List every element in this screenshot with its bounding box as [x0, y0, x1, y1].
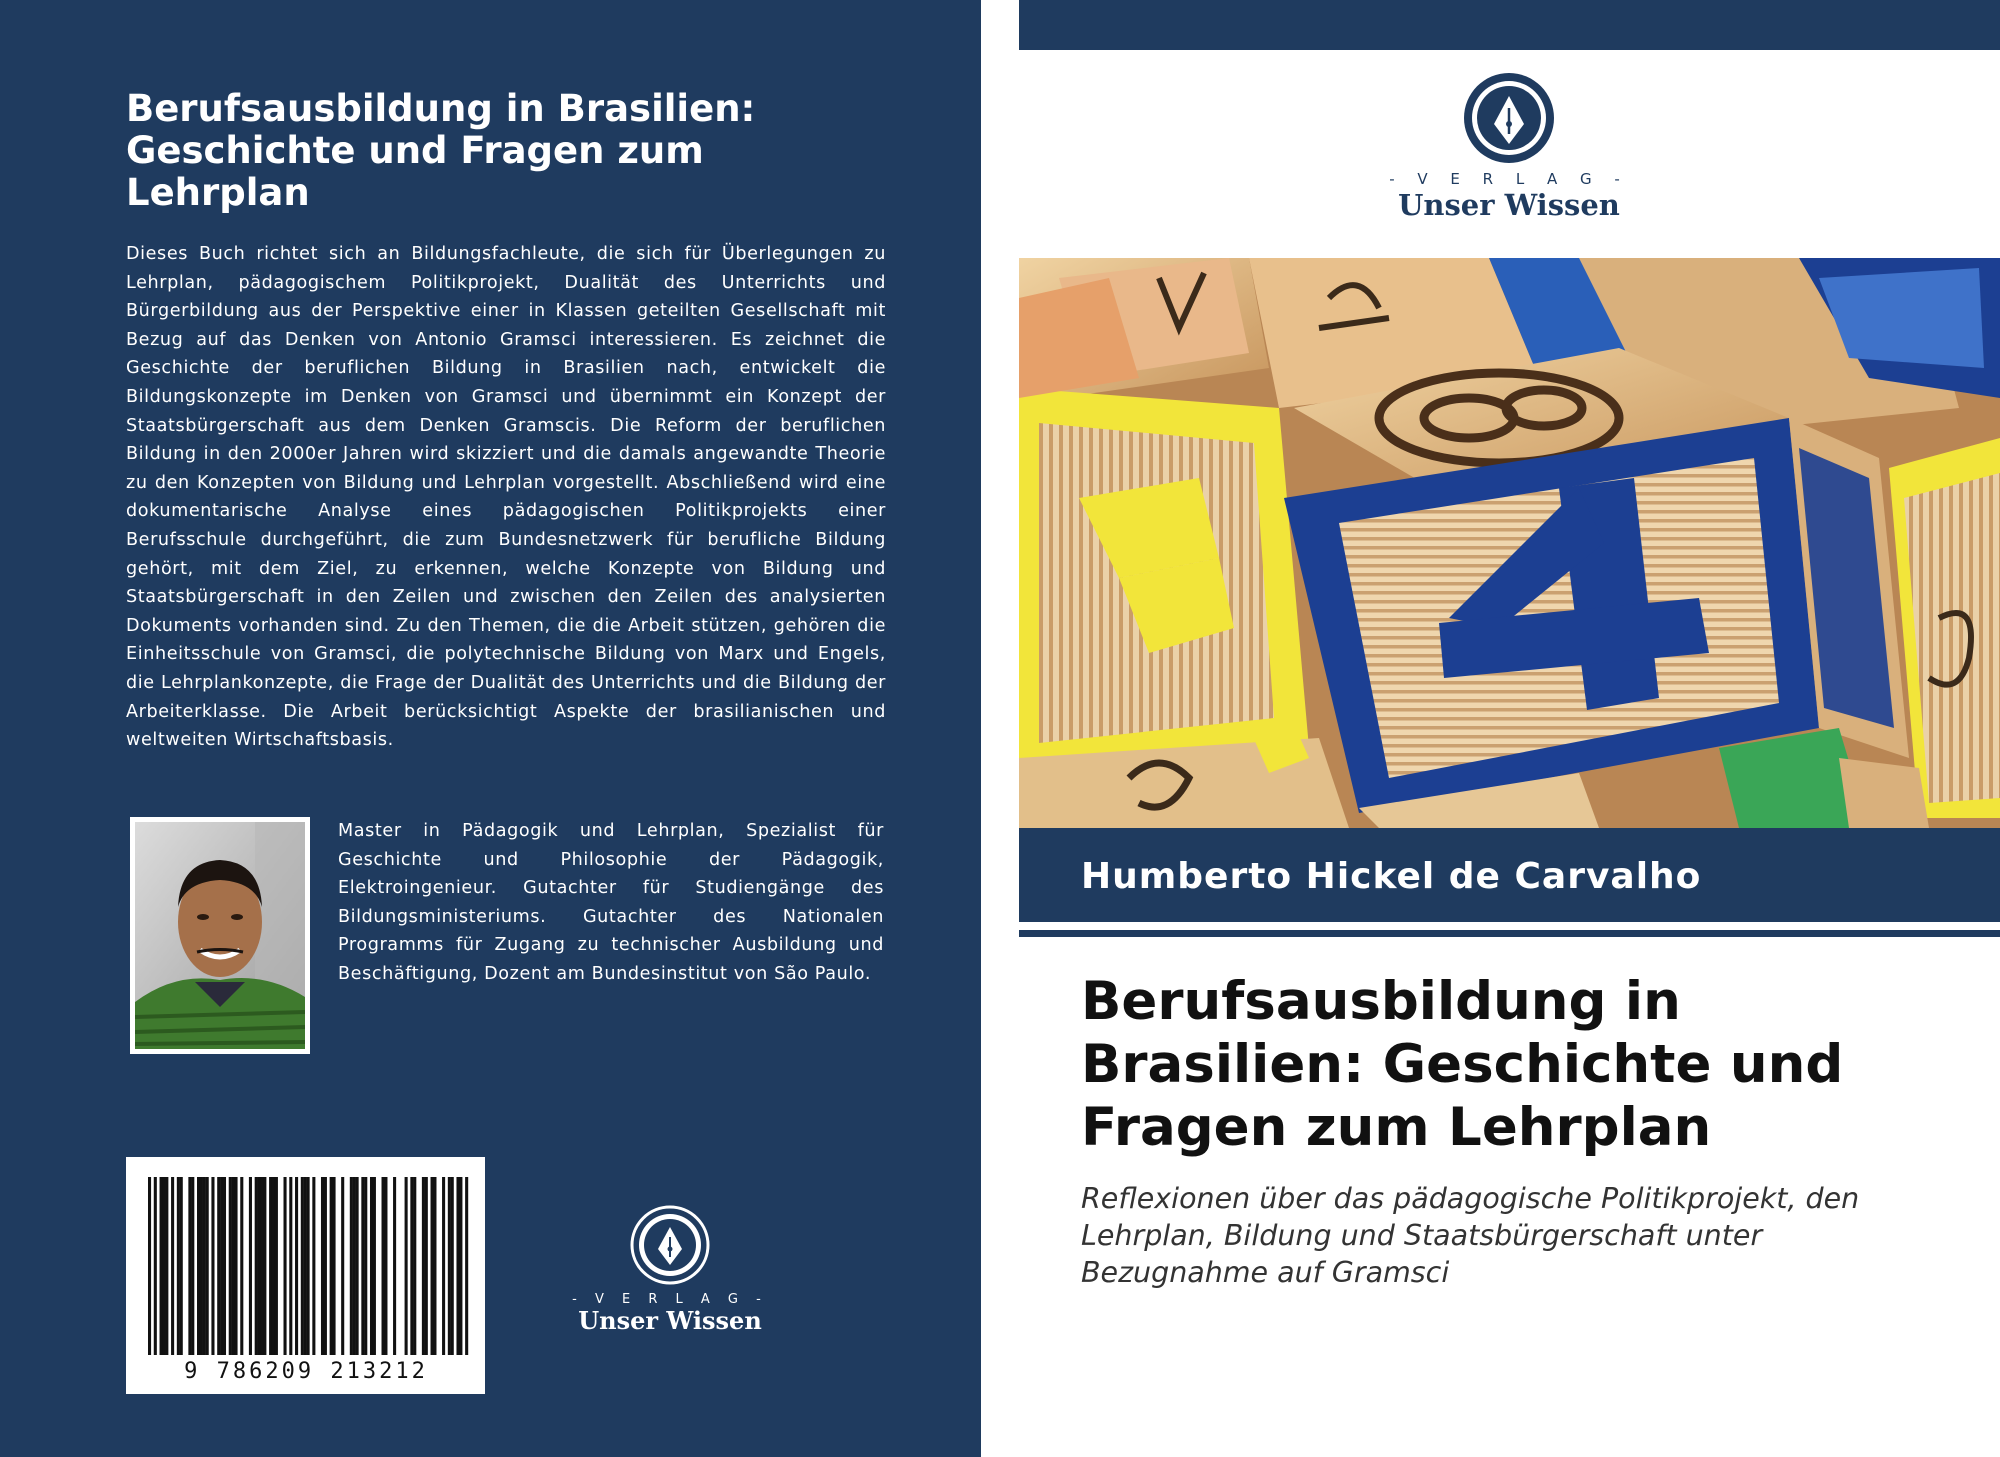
barcode-bar: [321, 1177, 324, 1355]
back-publisher-logo: [560, 1205, 780, 1335]
barcode-bar: [211, 1177, 214, 1355]
barcode-icon: [126, 1157, 485, 1394]
barcode-bar: [425, 1177, 428, 1355]
barcode-bar: [301, 1177, 304, 1355]
barcode-bar: [234, 1177, 237, 1355]
isbn-digits: 9 786209 213212: [184, 1359, 428, 1384]
barcode-bar: [171, 1177, 174, 1355]
barcode-bar: [249, 1177, 252, 1355]
author-portrait-photo: [130, 817, 310, 1054]
barcode-bar: [456, 1177, 459, 1355]
barcode-bar: [405, 1177, 408, 1355]
barcode-bar: [370, 1177, 373, 1355]
barcode-bar: [307, 1177, 310, 1355]
barcode-bar: [324, 1177, 327, 1355]
barcode-bar: [206, 1177, 209, 1355]
barcode-bar: [229, 1177, 232, 1355]
barcode-bar: [382, 1177, 385, 1355]
barcode-bar: [304, 1177, 307, 1355]
barcode-bar: [148, 1177, 151, 1355]
barcode-bar: [312, 1177, 315, 1355]
barcode-bar: [433, 1177, 436, 1355]
barcode-bar: [217, 1177, 220, 1355]
publisher-name: Unser Wissen: [578, 1306, 762, 1335]
barcode-bar: [200, 1177, 203, 1355]
barcode-bar: [220, 1177, 223, 1355]
barcode-bar: [162, 1177, 165, 1355]
barcode-bar: [188, 1177, 191, 1355]
barcode-bar: [272, 1177, 275, 1355]
barcode-bar: [180, 1177, 183, 1355]
barcode-bar: [353, 1177, 356, 1355]
barcode-bar: [361, 1177, 364, 1355]
fountain-pen-nib-icon: [632, 1207, 708, 1283]
front-cover: [1019, 0, 2000, 1457]
barcode-bar: [413, 1177, 416, 1355]
barcode-bar: [258, 1177, 261, 1355]
back-cover: [0, 0, 981, 1457]
barcode-bar: [260, 1177, 263, 1355]
verlag-tag: - V E R L A G -: [1389, 170, 1629, 188]
svg-text:4: 4: [1020, 259, 1021, 260]
barcode-bar: [223, 1177, 226, 1355]
barcode-bar: [341, 1177, 344, 1355]
publisher-name: Unser Wissen: [1398, 188, 1620, 222]
verlag-tag: - V E R L A G -: [572, 1292, 768, 1307]
barcode-bar: [154, 1177, 157, 1355]
barcode-bar: [240, 1177, 243, 1355]
barcode-bar: [232, 1177, 235, 1355]
barcode-bar: [356, 1177, 359, 1355]
front-publisher-logo: [1279, 70, 1739, 230]
barcode-bar: [373, 1177, 376, 1355]
barcode-bar: [350, 1177, 353, 1355]
barcode-bar: [255, 1177, 258, 1355]
front-cover-subtitle: Reflexionen über das pädagogische Politikprojekt, den Lehrplan, Bildung und Staatsbürgerschaft unter Bezugnahme auf Gramsci: [1081, 1182, 1860, 1289]
back-cover-title: Berufsausbildung in Brasilien: Geschichte und Fragen zum Lehrplan: [126, 87, 756, 214]
front-divider-rule: [1019, 930, 2000, 937]
barcode-bar: [442, 1177, 445, 1355]
barcode-bar: [410, 1177, 413, 1355]
barcode-bar: [289, 1177, 292, 1355]
barcode-bar: [165, 1177, 168, 1355]
barcode-bar: [269, 1177, 272, 1355]
barcode-bar: [422, 1177, 425, 1355]
barcode-bar: [284, 1177, 287, 1355]
back-cover-blurb: Dieses Buch richtet sich an Bildungsfachleute, die sich für Überlegungen zu Lehrplan, pädagogischem Politikprojekt, Dualität des Unterrichts und Bürgerbildung aus der Perspektive einer in Klassen geteilten Gesellschaft mit Bezug auf das Denken von Antonio Gramsci interessieren. Es zeichnet die Geschichte der beruflichen Bildung in Brasilien nach, entwickelt die Bildungskonzepte im Denken von Gramsci und übernimmt ein Konzept der Staatsbürgerschaft aus dem Denken Gramscis. Die Reform der beruflichen Bildung in den 2000er Jahren wird skizziert und die damals angewandte Theorie zu den Konzepten von Bildung und Lehrplan vorgestellt. Abschließend wird eine dokumentarische Analyse eines pädagogischen Politikprojekts einer Berufsschule durchgeführt, die zum Bundesnetzwerk für berufliche Bildung gehört, mit dem Ziel, zu erkennen, welche Konzepte von Bildung und Staatsbürgerschaft in den Zeilen und zwischen den Zeilen des analysierten Dokuments vorhanden sind. Zu den Themen, die die Arbeit stützen, gehören die Einheitsschule von Gramsci, die polytechnische Bildung von Marx und Engels, die Lehrplankonzepte, die Frage der Dualität des Unterrichts und die Bildung der Arbeiterklasse. Die Arbeit berücksichtigt Aspekte der brasilianischen und weltweiten Wirtschaftsbasis.: [126, 244, 886, 751]
barcode-bar: [333, 1177, 336, 1355]
barcode-bar: [431, 1177, 434, 1355]
barcode-bar: [451, 1177, 454, 1355]
author-biography: Master in Pädagogik und Lehrplan, Spezialist für Geschichte und Philosophie der Pädagogik, Elektroingenieur. Gutachter für Studiengänge des Bildungsministeriums. Gutachter des Nationalen Programms für Zugang zu technischer Ausbildung und Beschäftigung, Dozent am Bundesinstitut von São Paulo.: [338, 821, 884, 984]
barcode-bar: [295, 1177, 298, 1355]
barcode-bar: [160, 1177, 163, 1355]
author-name: Humberto Hickel de Carvalho: [1081, 856, 1702, 897]
barcode-bar: [191, 1177, 194, 1355]
fountain-pen-nib-icon: [1464, 73, 1554, 163]
barcode-bar: [465, 1177, 468, 1355]
barcode-bar: [203, 1177, 206, 1355]
front-top-bar: [1019, 0, 2000, 50]
barcode-bar: [459, 1177, 462, 1355]
barcode-bar: [197, 1177, 200, 1355]
barcode-bar: [393, 1177, 396, 1355]
barcode-bar: [448, 1177, 451, 1355]
alphabet-blocks-photo: [1019, 258, 2000, 828]
isbn-barcode: [126, 1157, 485, 1394]
barcode-bar: [263, 1177, 266, 1355]
barcode-bar: [177, 1177, 180, 1355]
barcode-bar: [384, 1177, 387, 1355]
barcode-bar: [364, 1177, 367, 1355]
barcode-bar: [330, 1177, 333, 1355]
spine: [981, 0, 1019, 1457]
front-cover-title: Berufsausbildung in Brasilien: Geschichte und Fragen zum Lehrplan: [1081, 971, 1844, 1158]
barcode-bar: [275, 1177, 278, 1355]
